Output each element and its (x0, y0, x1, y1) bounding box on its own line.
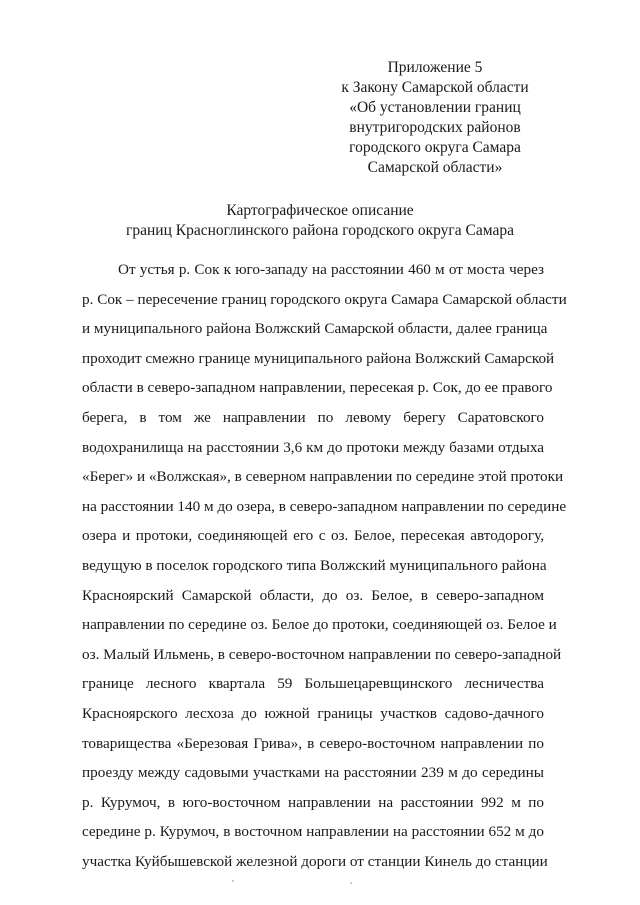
body-line: участка Куйбышевской железной дороги от станции Кинель до станции (82, 852, 548, 870)
body-line: Красноярского лесхоза до южной границы участков садово-дачного (82, 704, 544, 722)
appendix-line: городского округа Самара (349, 139, 521, 156)
body-line: оз. Малый Ильмень, в северо-восточном направлении по северо-западной (82, 645, 562, 663)
body-line: «Берег» и «Волжская», в северном направлении по середине этой протоки (82, 468, 564, 486)
body-line: границе лесного квартала 59 Большецаревщинского лесничества (82, 675, 544, 693)
title-line-2: границ Красноглинского района городского округа Самара (126, 222, 514, 239)
body-line: Красноярский Самарской области, до оз. Белое, в северо-западном (82, 586, 544, 604)
appendix-line: к Закону Самарской области (341, 79, 529, 96)
body-line: середине р. Курумоч, в восточном направлении на расстоянии 652 м до (82, 823, 544, 841)
body-line: проходит смежно границе муниципального района Волжский Самарской (82, 349, 555, 367)
body-line: области в северо-западном направлении, пересекая р. Сок, до ее правого (82, 379, 553, 397)
appendix-line: внутригородских районов (349, 119, 521, 136)
scan-speck (232, 880, 234, 882)
body-line: и муниципального района Волжский Самарской области, далее граница (82, 320, 548, 338)
body-line: на расстоянии 140 м до озера, в северо-западном направлении по середине (82, 497, 567, 515)
appendix-line: Приложение 5 (387, 59, 483, 76)
body-paragraph (82, 255, 567, 876)
body-line: р. Курумоч, в юго-восточном направлении на расстоянии 992 м по (82, 793, 544, 811)
body-line: ведущую в поселок городского типа Волжский муниципального района (82, 556, 547, 574)
body-line: берега, в том же направлении по левому берегу Саратовского (82, 408, 544, 426)
appendix-line: Самарской области» (367, 159, 503, 176)
body-line: От устья р. Сок к юго-западу на расстоянии 460 м от моста через (118, 261, 544, 278)
document-title (60, 201, 580, 241)
appendix-line: «Об установлении границ (349, 99, 521, 116)
body-line: р. Сок – пересечение границ городского округа Самара Самарской области (82, 290, 567, 308)
body-line: направлении по середине оз. Белое до протоки, соединяющей оз. Белое и (82, 616, 557, 634)
appendix-header (310, 58, 560, 178)
body-line: проезду между садовыми участками на расстоянии 239 м до середины (82, 764, 544, 782)
body-line: товарищества «Березовая Грива», в северо-восточном направлении по (82, 734, 544, 752)
body-line: озера и протоки, соединяющей его с оз. Белое, пересекая автодорогу, (82, 527, 544, 545)
body-line: водохранилища на расстоянии 3,6 км до протоки между базами отдыха (82, 438, 544, 456)
scan-speck (350, 882, 352, 884)
title-line-1: Картографическое описание (226, 202, 414, 219)
